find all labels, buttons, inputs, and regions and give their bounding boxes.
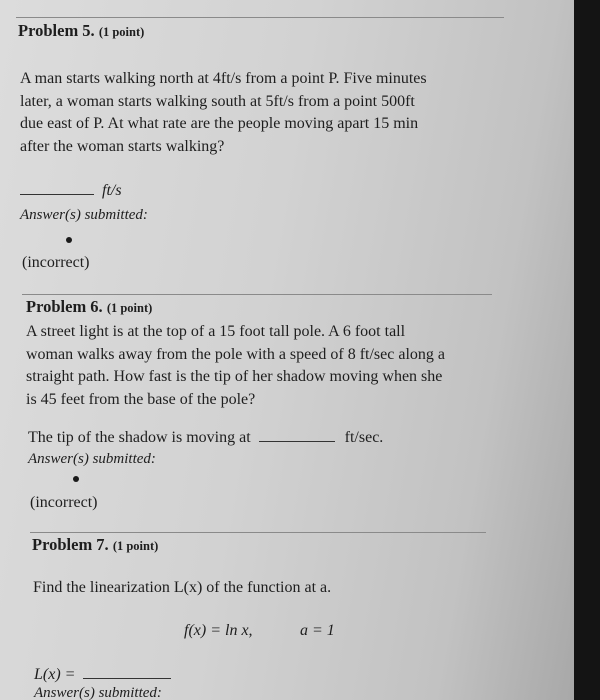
- problem-6-answer-row: [28, 427, 383, 450]
- problem-7-function: f(x) = ln x,: [184, 622, 253, 639]
- problem-5-answers-label: Answer(s) submitted:: [20, 207, 148, 223]
- problem-6-title: [26, 297, 152, 317]
- problem-5-line-4: after the woman starts walking?: [20, 137, 225, 155]
- problem-5-line-3: due east of P. At what rate are the people moving apart 15 min: [20, 115, 419, 132]
- problem-6-prompt: The tip of the shadow is moving at: [28, 429, 251, 446]
- problem-5-points: (1 point): [98, 25, 145, 39]
- problem-5-line-2: later, a woman starts walking south at 5ft/s from a point 500ft: [20, 92, 415, 110]
- divider-6-7: [30, 532, 486, 533]
- problem-6-line-1: A street light is at the top of a 15 foot tall pole. A 6 foot tall: [26, 323, 406, 340]
- problem-7-point: a = 1: [300, 622, 335, 639]
- problem-5-answer-row: [20, 180, 122, 203]
- problem-6-answer-bullet: [73, 476, 79, 482]
- problem-7-answers-label: Answer(s) submitted:: [34, 685, 162, 700]
- problem-5-line-1: A man starts walking north at 4ft/s from a point P. Five minutes: [20, 70, 427, 87]
- problem-6-status: (incorrect): [30, 494, 98, 511]
- problem-5-title: [18, 21, 144, 41]
- problem-6-line-3: straight path. How fast is the tip of her shadow moving when she: [26, 368, 443, 385]
- problem-7-title: [32, 535, 158, 555]
- problem-5-answer-input[interactable]: [20, 193, 94, 195]
- problem-5-unit: ft/s: [102, 182, 122, 199]
- problem-6-answer-input[interactable]: [259, 440, 335, 442]
- problem-5-status: (incorrect): [22, 254, 90, 271]
- problem-6-label: Problem 6.: [26, 297, 103, 316]
- problem-7-line-1: Find the linearization L(x) of the function at a.: [33, 579, 332, 596]
- divider-5-6: [22, 294, 492, 295]
- problem-6-unit: ft/sec.: [344, 429, 384, 446]
- problem-5-label: Problem 5.: [18, 21, 95, 40]
- problem-6-line-4: is 45 feet from the base of the pole?: [26, 390, 256, 408]
- problem-7-body: [33, 577, 331, 600]
- problem-5-body: [20, 68, 427, 158]
- problem-7-points: (1 point): [112, 539, 159, 553]
- problem-6-line-2: woman walks away from the pole with a speed of 8 ft/sec along a: [26, 345, 445, 363]
- problem-5-answer-bullet: [66, 237, 72, 243]
- divider-top: [16, 17, 504, 18]
- problem-7-answer-input[interactable]: [83, 677, 171, 679]
- problem-6-answers-label: Answer(s) submitted:: [28, 451, 156, 467]
- problem-7-answer-prefix: L(x) =: [34, 666, 76, 683]
- problem-6-points: (1 point): [106, 301, 153, 315]
- problem-6-body: [26, 321, 445, 411]
- problem-7-label: Problem 7.: [32, 535, 109, 554]
